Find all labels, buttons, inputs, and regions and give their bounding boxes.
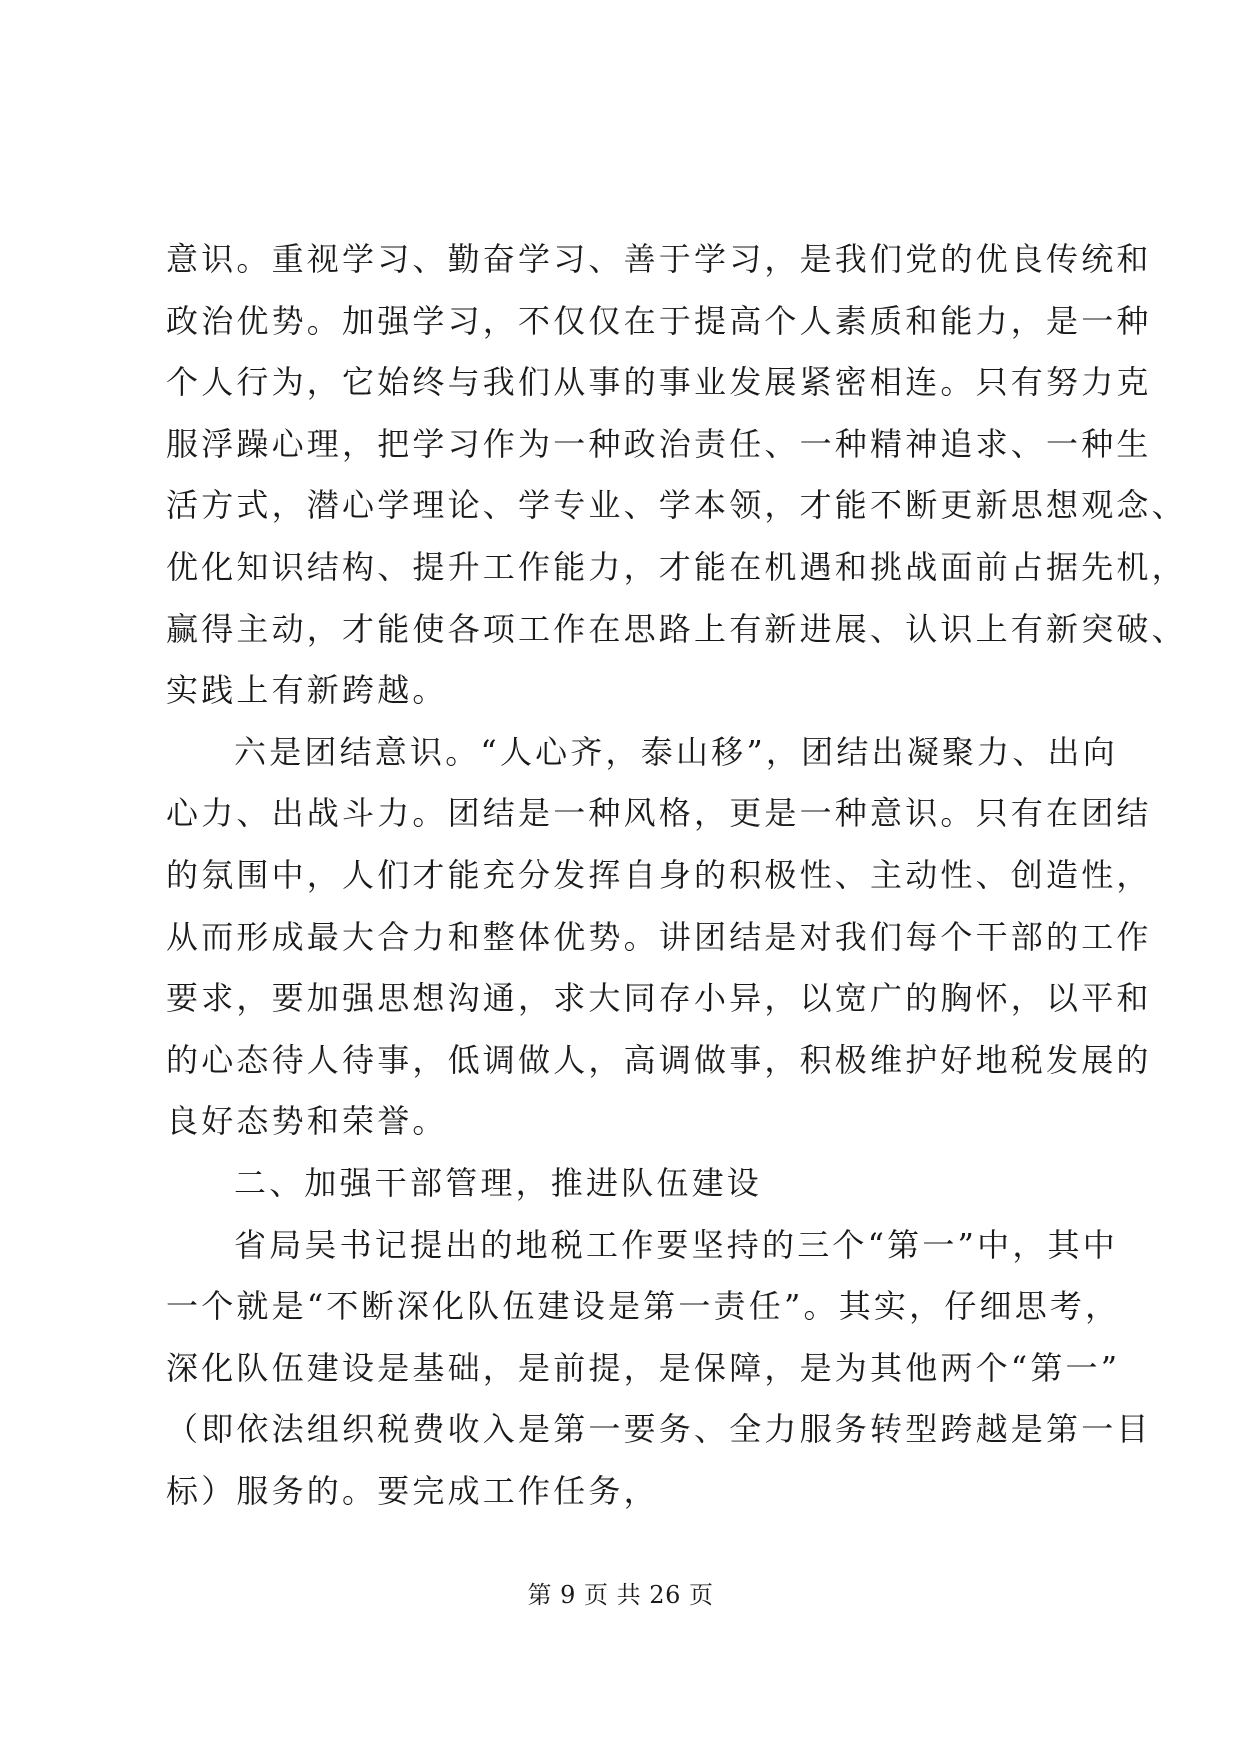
text-line: 从而形成最大合力和整体优势。讲团结是对我们每个干部的工作 xyxy=(166,917,1152,956)
text-line: 标）服务的。要完成工作任务， xyxy=(166,1471,659,1510)
text-line: 要求，要加强思想沟通，求大同存小异，以宽广的胸怀，以平和 xyxy=(166,979,1152,1018)
text-line: 实践上有新跨越。 xyxy=(166,671,448,710)
text-line: 心力、出战斗力。团结是一种风格，更是一种意识。只有在团结 xyxy=(166,794,1152,833)
paragraph-first-line: 省局吴书记提出的地税工作要坚持的三个“第一”中，其中 xyxy=(234,1225,1118,1264)
section-heading: 二、加强干部管理，推进队伍建设 xyxy=(234,1163,763,1202)
text-line: （即依法组织税费收入是第一要务、全力服务转型跨越是第一目 xyxy=(166,1410,1152,1449)
text-line: 赢得主动，才能使各项工作在思路上有新进展、认识上有新突破、 xyxy=(166,609,1187,648)
body-text xyxy=(166,229,1187,1522)
text-line: 的心态待人待事，低调做人，高调做事，积极维护好地税发展的 xyxy=(166,1040,1152,1079)
page-footer: 第 9 页 共 26 页 xyxy=(527,1581,714,1609)
text-line: 活方式，潜心学理论、学专业、学本领，才能不断更新思想观念、 xyxy=(166,486,1187,525)
text-line: 一个就是“不断深化队伍建设是第一责任”。其实，仔细思考， xyxy=(166,1287,1121,1326)
paragraph-first-line: 六是团结意识。“人心齐，泰山移”，团结出凝聚力、出向 xyxy=(234,732,1118,771)
text-line: 意识。重视学习、勤奋学习、善于学习，是我们党的优良传统和 xyxy=(166,240,1152,278)
text-line: 良好态势和荣誉。 xyxy=(166,1102,448,1141)
text-line: 个人行为，它始终与我们从事的事业发展紧密相连。只有努力克 xyxy=(166,363,1152,402)
text-line: 服浮躁心理，把学习作为一种政治责任、一种精神追求、一种生 xyxy=(166,424,1152,463)
text-line: 深化队伍建设是基础，是前提，是保障，是为其他两个“第一” xyxy=(166,1348,1121,1387)
text-line: 政治优势。加强学习，不仅仅在于提高个人素质和能力，是一种 xyxy=(166,301,1152,340)
text-line: 的氛围中，人们才能充分发挥自身的积极性、主动性、创造性， xyxy=(166,855,1152,894)
text-line: 优化知识结构、提升工作能力，才能在机遇和挑战面前占据先机， xyxy=(166,547,1187,586)
